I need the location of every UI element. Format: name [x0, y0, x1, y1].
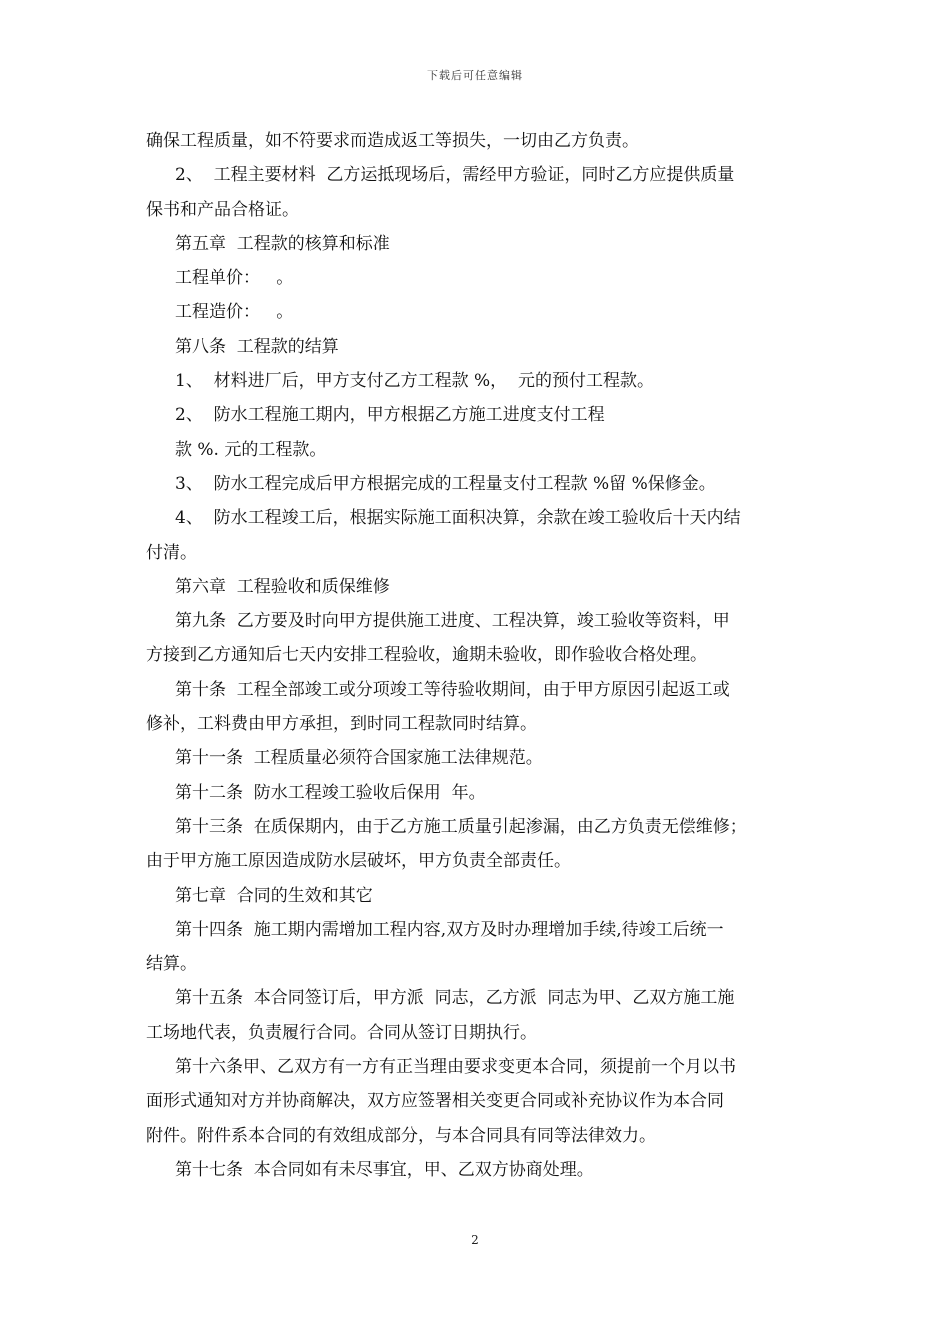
paragraph-line: 第十条 工程全部竣工或分项竣工等待验收期间，由于甲方原因引起返工或: [175, 679, 730, 700]
paragraph-line: 第十二条 防水工程竣工验收后保用 年。: [175, 782, 486, 803]
paragraph-line: 工程造价： 。: [175, 302, 294, 323]
article-heading: 第八条 工程款的结算: [175, 336, 339, 357]
chapter-heading: 第七章 合同的生效和其它: [175, 885, 373, 906]
paragraph-line: 第九条 乙方要及时向甲方提供施工进度、工程决算，竣工验收等资料，甲: [175, 611, 730, 632]
paragraph-line: 面形式通知对方并协商解决，双方应签署相关变更合同或补充协议作为本合同: [146, 1091, 724, 1112]
paragraph-line: 4、 防水工程竣工后，根据实际施工面积决算，余款在竣工验收后十天内结: [175, 508, 741, 529]
paragraph-line: 3、 防水工程完成后甲方根据完成的工程量支付工程款 %留 %保修金。: [175, 473, 716, 494]
paragraph-line: 付清。: [146, 542, 197, 563]
paragraph-line: 第十六条甲、乙双方有一方有正当理由要求变更本合同，须提前一个月以书: [175, 1057, 736, 1078]
paragraph-line: 第十五条 本合同签订后，甲方派 同志，乙方派 同志为甲、乙双方施工施: [175, 988, 735, 1009]
paragraph-line: 修补，工料费由甲方承担，到时同工程款同时结算。: [146, 714, 537, 735]
paragraph-line: 工场地代表，负责履行合同。合同从签订日期执行。: [146, 1022, 537, 1043]
paragraph-line: 由于甲方施工原因造成防水层破坏，甲方负责全部责任。: [146, 851, 571, 872]
chapter-heading: 第五章 工程款的核算和标准: [175, 233, 390, 254]
paragraph-line: 第十三条 在质保期内，由于乙方施工质量引起渗漏，由乙方负责无偿维修；: [175, 816, 747, 837]
paragraph-line: 2、 工程主要材料 乙方运抵现场后，需经甲方验证，同时乙方应提供质量: [175, 165, 735, 186]
paragraph-line: 第十四条 施工期内需增加工程内容,双方及时办理增加手续,待竣工后统一: [175, 919, 724, 940]
paragraph-line: 第十一条 工程质量必须符合国家施工法律规范。: [175, 748, 543, 769]
chapter-heading: 第六章 工程验收和质保维修: [175, 576, 390, 597]
page-header: 下载后可任意编辑: [427, 69, 523, 82]
page-number: 2: [471, 1233, 479, 1247]
paragraph-line: 方接到乙方通知后七天内安排工程验收，逾期未验收，即作验收合格处理。: [146, 645, 707, 666]
paragraph-line: 第十七条 本合同如有未尽事宜，甲、乙双方协商处理。: [175, 1159, 594, 1180]
document-body: [146, 124, 808, 1187]
paragraph-line: 款 %. 元的工程款。: [175, 439, 327, 460]
paragraph-line: 2、 防水工程施工期内，甲方根据乙方施工进度支付工程: [175, 405, 605, 426]
paragraph-line: 保书和产品合格证。: [146, 199, 299, 220]
paragraph-line: 附件。附件系本合同的有效组成部分，与本合同具有同等法律效力。: [146, 1125, 656, 1146]
paragraph-line: 结算。: [146, 954, 197, 975]
paragraph-line: 工程单价： 。: [175, 268, 294, 289]
paragraph-line: 1、 材料进厂后，甲方支付乙方工程款 %， 元的预付工程款。: [175, 371, 654, 392]
paragraph-line: 确保工程质量，如不符要求而造成返工等损失，一切由乙方负责。: [146, 131, 639, 151]
